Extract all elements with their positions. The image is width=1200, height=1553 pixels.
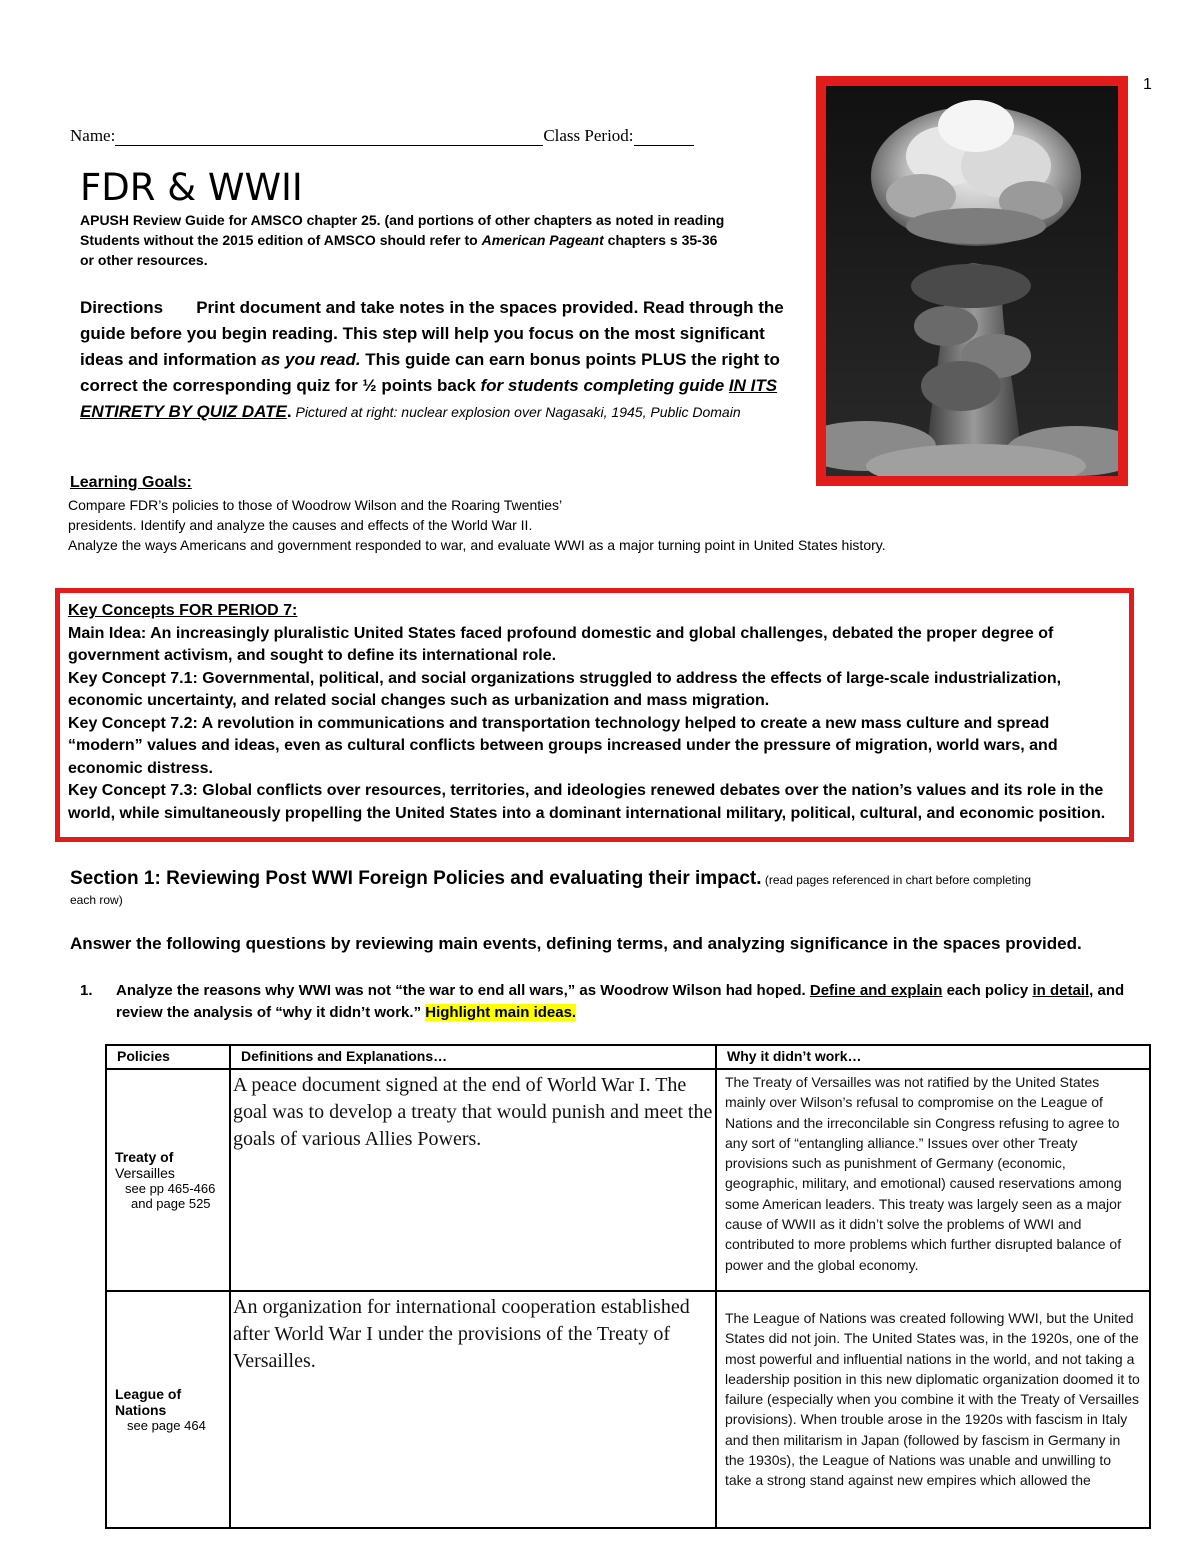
policy-name-line-1: League of <box>115 1386 182 1402</box>
subtitle <box>80 210 820 270</box>
table-row <box>106 1291 1150 1528</box>
section-1-note: (read pages referenced in chart before completing <box>761 873 1032 887</box>
section-1-title: Section 1: Reviewing Post WWI Foreign Policies and evaluating their impact. <box>70 868 762 889</box>
subtitle-line-1: APUSH Review Guide for AMSCO chapter 25. (and portions of other chapters as noted in reading <box>80 212 725 228</box>
question-1-text <box>116 980 1146 1024</box>
policy-name-line-2: Versailles <box>115 1165 175 1181</box>
table-row <box>106 1069 1150 1291</box>
header-policies: Policies <box>106 1045 230 1069</box>
highlight-main-ideas: Highlight main ideas. <box>425 1004 577 1021</box>
why-text: The Treaty of Versailles was not ratified by the United States mainly over Wilson’s refusal to compromise on the League of Nations and the irreconcilable sin Congress refusing to agree to any sort of “entangling alliance.” Issues over other Treaty provisions such as punishment of Germany (economic, geographic, military, and emotional) caused reservations among some American leaders. This treaty was largely seen as a major cause of WWII as it didn’t solve the problems of WWI and contributed to more problems which further disrupted balance of power and the global economy. <box>725 1074 1122 1273</box>
directions-text-1: Print document and take notes in the spaces provided. Read through the guide before you begin reading. This step will help you focus on the most significant ideas and information <box>80 298 784 369</box>
page-title: FDR & WWII <box>80 166 303 209</box>
question-1-part-2: each policy <box>942 982 1033 999</box>
policy-cell <box>106 1069 230 1291</box>
name-label: Name: <box>70 126 116 145</box>
in-detail: in detail <box>1032 982 1090 999</box>
directions-period: . <box>286 402 292 421</box>
why-cell[interactable] <box>716 1291 1150 1528</box>
policy-page-ref: see pp 465-466 <box>125 1181 216 1196</box>
learning-goals-list <box>68 495 1028 555</box>
define-and-explain: Define and explain <box>809 982 943 999</box>
header-why: Why it didn’t work… <box>716 1045 1150 1069</box>
policy-cell <box>106 1291 230 1528</box>
image-credit: Pictured at right: nuclear explosion over Nagasaki, 1945, Public Domain <box>291 404 741 420</box>
class-period-blank[interactable] <box>634 129 694 146</box>
for-students: for students completing guide <box>480 376 729 395</box>
subtitle-line-2-prefix: Students without the 2015 edition of AMSCO should refer to <box>80 232 482 248</box>
main-idea: Main Idea: An increasingly pluralistic United States faced profound domestic and global challenges, debated the proper degree of government activism, and sought to define its international role. <box>68 624 1054 664</box>
nagasaki-mushroom-cloud-image <box>826 86 1118 476</box>
policy-name-line-1: Treaty of <box>115 1149 174 1165</box>
learning-goal-line: Analyze the ways Americans and government responded to war, and evaluate WWI as a major turning point in United States history. <box>68 537 886 553</box>
subtitle-line-3: or other resources. <box>80 252 208 268</box>
why-cell[interactable] <box>716 1069 1150 1291</box>
policy-name-line-2: Nations <box>115 1402 167 1418</box>
header-definitions: Definitions and Explanations… <box>230 1045 716 1069</box>
mushroom-cloud-icon <box>826 86 1118 476</box>
question-1-part-3: , and review the analysis of “why it didn’t work.” <box>116 982 1125 1021</box>
directions-label: Directions <box>80 298 164 317</box>
book-title: American Pageant <box>481 232 604 248</box>
definition-text: A peace document signed at the end of World War I. The goal was to develop a treaty that would punish and meet the goals of various Allies Powers. <box>233 1074 713 1150</box>
learning-goal-line: presidents. Identify and analyze the causes and effects of the World War II. <box>68 517 533 533</box>
policies-table <box>105 1044 1151 1529</box>
policy-name <box>107 1386 229 1433</box>
table-header-row <box>106 1045 1150 1069</box>
as-you-read: as you read. <box>261 350 361 369</box>
section-1-note-continued: each row) <box>70 893 123 907</box>
key-concept-7-2: Key Concept 7.2: A revolution in communications and transportation technology helped to create a new mass culture and spread “modern” values and ideas, even as cultural conflicts between groups increased under the pressure of migration, world wars, and economic distress. <box>68 714 1058 777</box>
directions-text-2: This guide can earn bonus points PLUS the right to correct the corresponding quiz for ½ points back <box>80 350 780 395</box>
section-1-heading <box>70 866 1170 893</box>
definition-cell[interactable] <box>230 1069 716 1291</box>
definition-text: An organization for international cooperation established after World War I under the provisions of the Treaty of Versailles. <box>233 1296 690 1372</box>
name-class-period-line <box>70 126 694 146</box>
policy-page-ref: and page 525 <box>131 1196 211 1211</box>
name-blank[interactable] <box>115 129 543 146</box>
key-concepts <box>68 600 1128 825</box>
why-text: The League of Nations was created following WWI, but the United States did not join. The United States was, in the 1920s, one of the most powerful and influential nations in the world, and not taking a leadership position in this new diplomatic organization doomed it to failure (especially when you combine it with the Treaty of Versailles provisions). When trouble arose in the 1920s with fascism in Italy and then militarism in Japan (followed by fascism in Germany in the 1930s), the League of Nations was unable and unwilling to take a strong stand against new empires which allowed the <box>725 1310 1140 1489</box>
class-period-label: Class Period: <box>543 126 634 145</box>
directions-paragraph <box>80 295 800 425</box>
entirety-deadline: IN ITS ENTIRETY BY QUIZ DATE <box>80 376 778 421</box>
key-concepts-heading: Key Concepts FOR PERIOD 7: <box>68 602 298 619</box>
question-number: 1. <box>80 982 93 999</box>
policy-page-ref: see page 464 <box>127 1418 206 1433</box>
policy-name <box>107 1149 229 1211</box>
page-number: 1 <box>1143 76 1152 93</box>
subtitle-line-2-suffix: chapters s 35-36 <box>603 232 718 248</box>
learning-goals-heading: Learning Goals: <box>70 474 192 491</box>
definition-cell[interactable] <box>230 1291 716 1528</box>
answer-instructions: Answer the following questions by reviewing main events, defining terms, and analyzing significance in the spaces provided. <box>70 934 1082 953</box>
question-1-part-1: Analyze the reasons why WWI was not “the war to end all wars,” as Woodrow Wilson had hoped. <box>116 982 810 999</box>
key-concept-7-1: Key Concept 7.1: Governmental, political, and social organizations struggled to address the effects of large-scale industrialization, economic uncertainty, and related social changes such as urbanization and mass migration. <box>68 669 1062 709</box>
learning-goal-line: Compare FDR’s policies to those of Woodrow Wilson and the Roaring Twenties’ <box>68 497 563 513</box>
subtitle-line-2 <box>80 230 820 250</box>
key-concept-7-3: Key Concept 7.3: Global conflicts over resources, territories, and ideologies renewed debates over the nation’s values and its role in the world, while simultaneously propelling the United States into a dominant international military, political, cultural, and economic position. <box>68 782 1106 822</box>
